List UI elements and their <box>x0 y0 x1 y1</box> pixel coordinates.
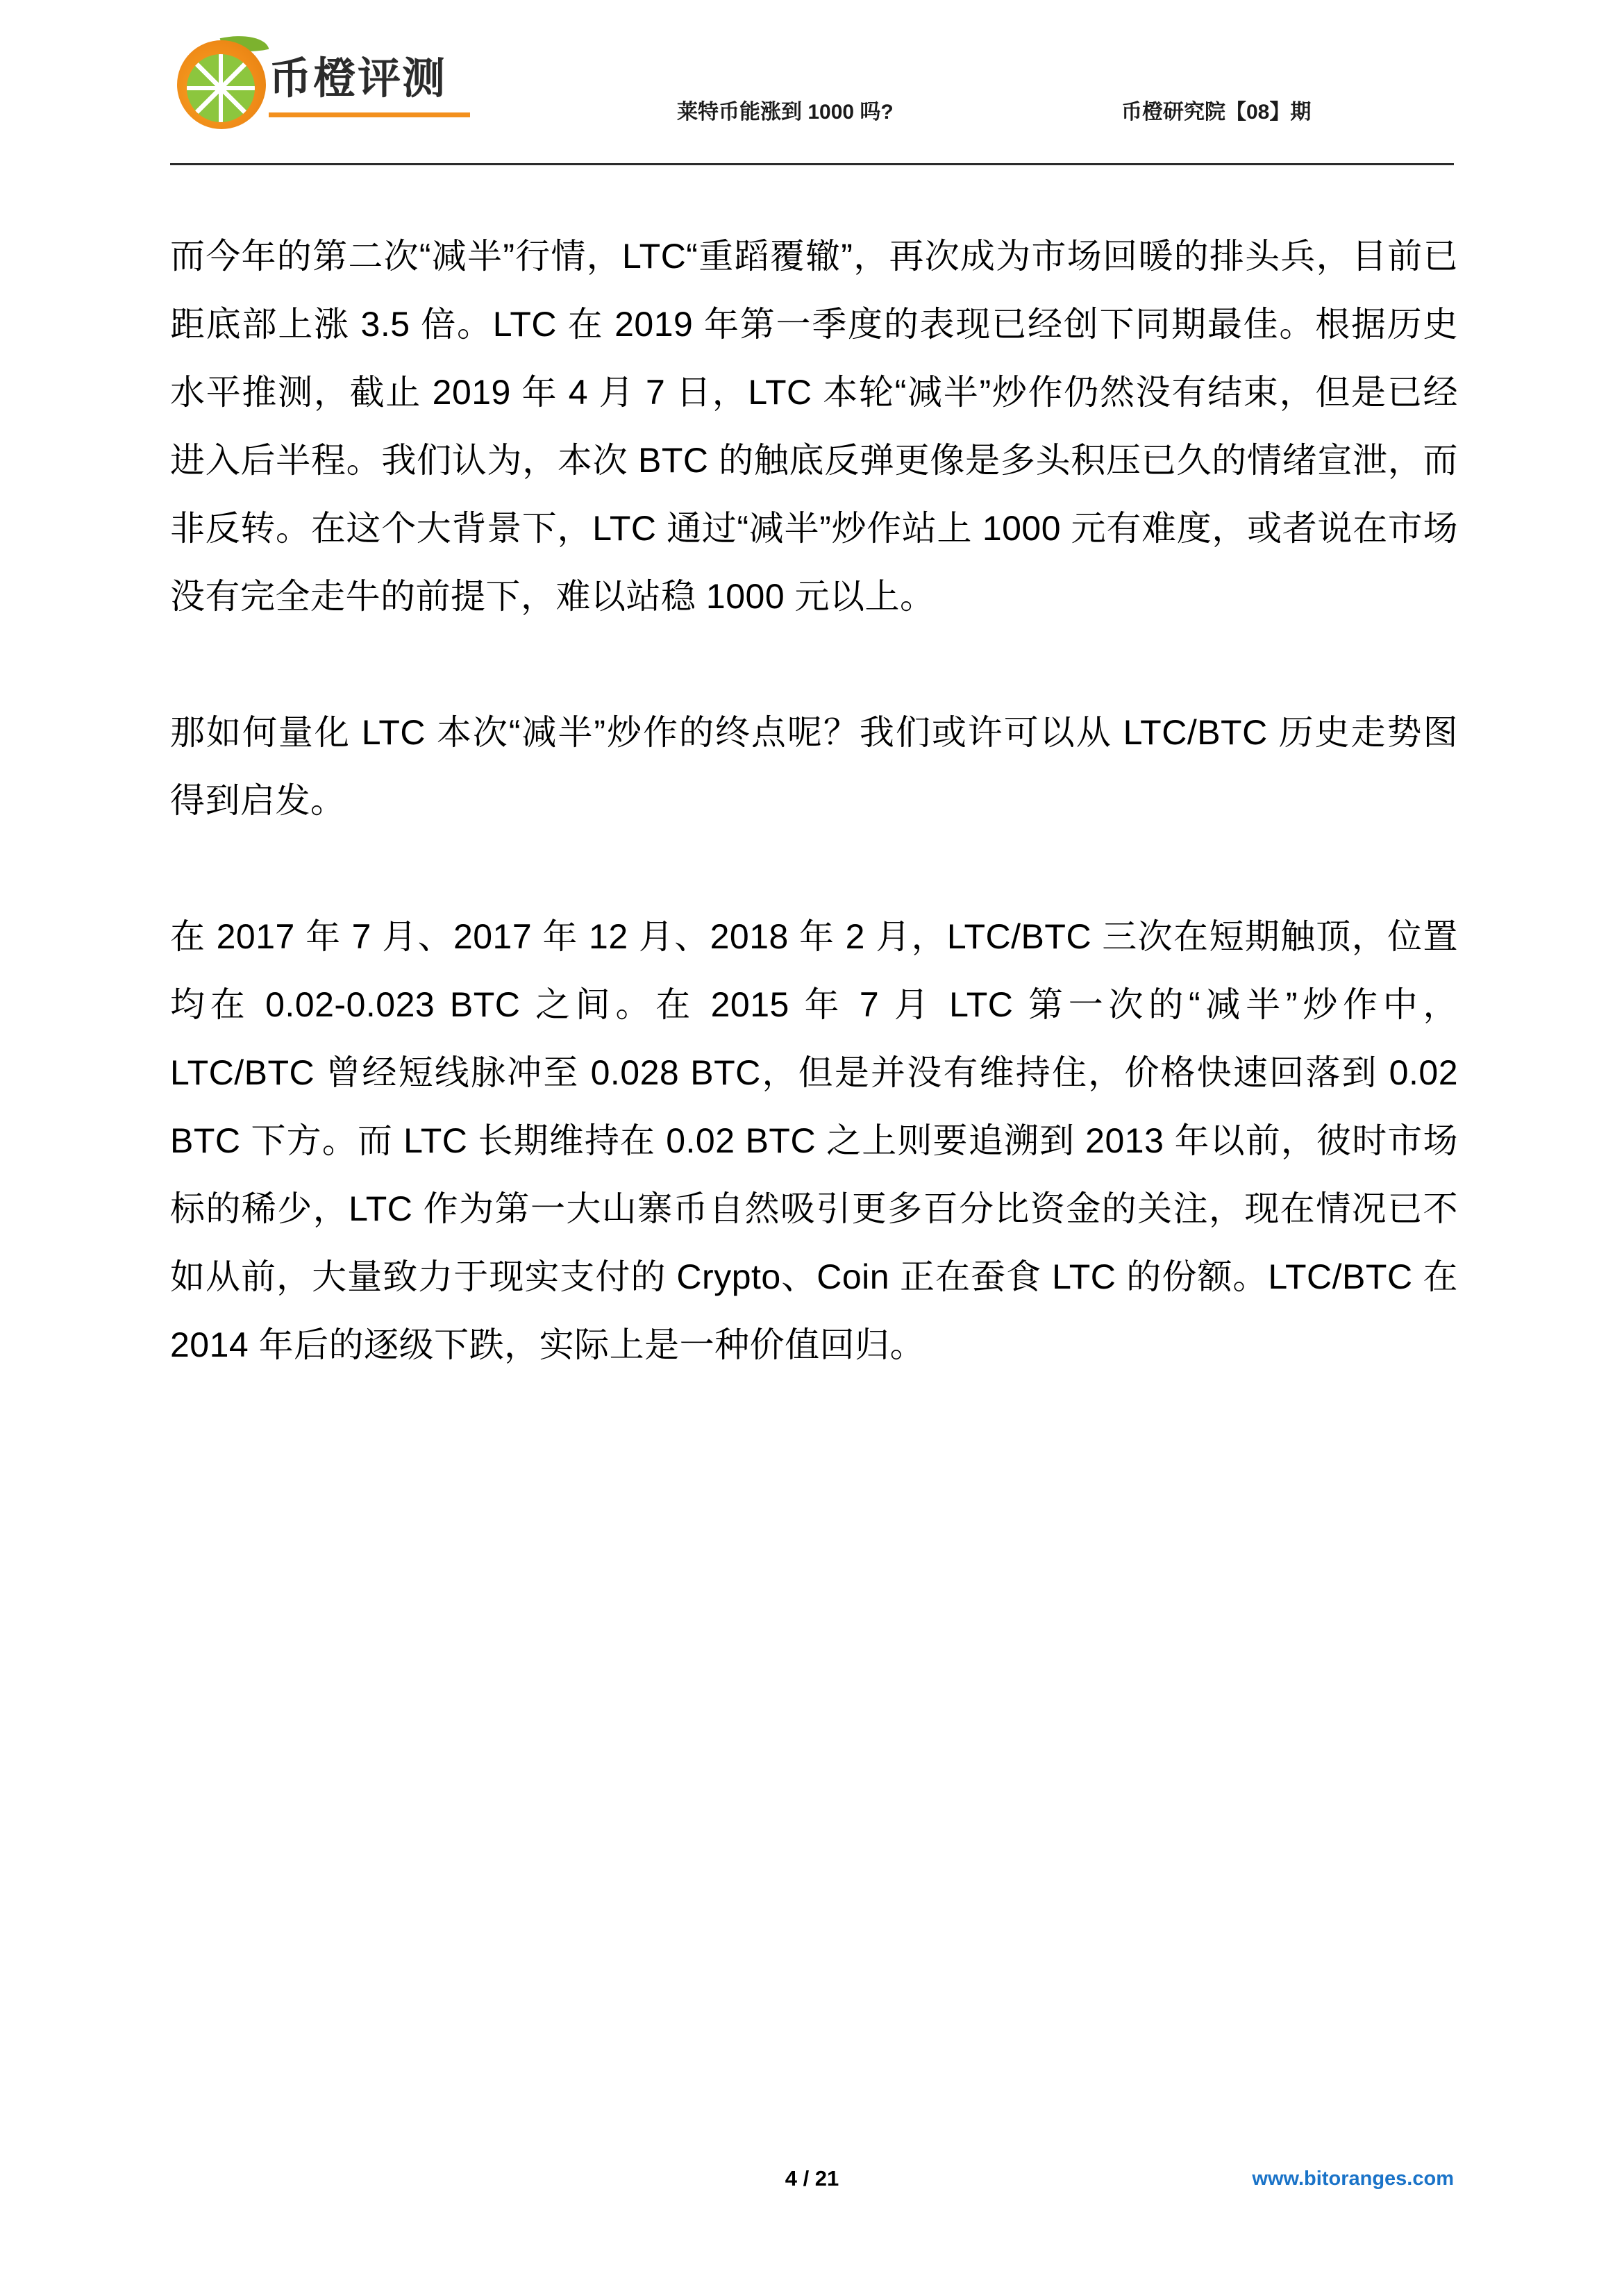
brand-underline <box>269 112 470 117</box>
header-title: 莱特币能涨到 1000 吗? <box>677 101 894 124</box>
website-link[interactable]: www.bitoranges.com <box>1252 2168 1454 2190</box>
paragraph: 在 2017 年 7 月、2017 年 12 月、2018 年 2 月，LTC/BTC 三次在短期触顶，位置均在 0.02-0.023 BTC 之间。在 2015 年 7 月 LTC 第一次的“减半”炒作中，LTC/BTC 曾经短线脉冲至 0.028 BTC，但是并没有维持住，价格快速回落到 0.02 BTC 下方。而 LTC 长期维持在 0.02 BTC 之上则要追溯到 2013 年以前，彼时市场标的稀少，LTC 作为第一大山寨币自然吸引更多百分比资金的关注，现在情况已不如从前，大量致力于现实支付的 Crypto、Coin 正在蚕食 LTC 的份额。LTC/BTC 在 2014 年后的逐级下跌，实际上是一种价值回归。 <box>170 917 1458 1364</box>
paragraph: 那如何量化 LTC 本次“减半”炒作的终点呢？我们或许可以从 LTC/BTC 历史走势图得到启发。 <box>170 713 1458 820</box>
page-number: 4 / 21 <box>785 2166 839 2190</box>
header-issue-label: 币橙研究院【08】期 <box>1121 101 1312 124</box>
brand-logo-text: 币橙评测 <box>269 55 447 103</box>
document-body <box>170 222 1458 1379</box>
header-divider <box>170 163 1454 165</box>
paragraph: 而今年的第二次“减半”行情，LTC“重蹈覆辙”，再次成为市场回暖的排头兵，目前已距底部上涨 3.5 倍。LTC 在 2019 年第一季度的表现已经创下同期最佳。根据历史水平推测，截止 2019 年 4 月 7 日，LTC 本轮“减半”炒作仍然没有结束，但是已经进入后半程。我们认为，本次 BTC 的触底反弹更像是多头积压已久的情绪宣泄，而非反转。在这个大背景下，LTC 通过“减半”炒作站上 1000 元有难度，或者说在市场没有完全走牛的前提下，难以站稳 1000 元以上。 <box>170 237 1458 616</box>
orange-fruit-icon <box>177 40 266 129</box>
page-header <box>0 28 1624 146</box>
brand-logo <box>170 33 469 137</box>
